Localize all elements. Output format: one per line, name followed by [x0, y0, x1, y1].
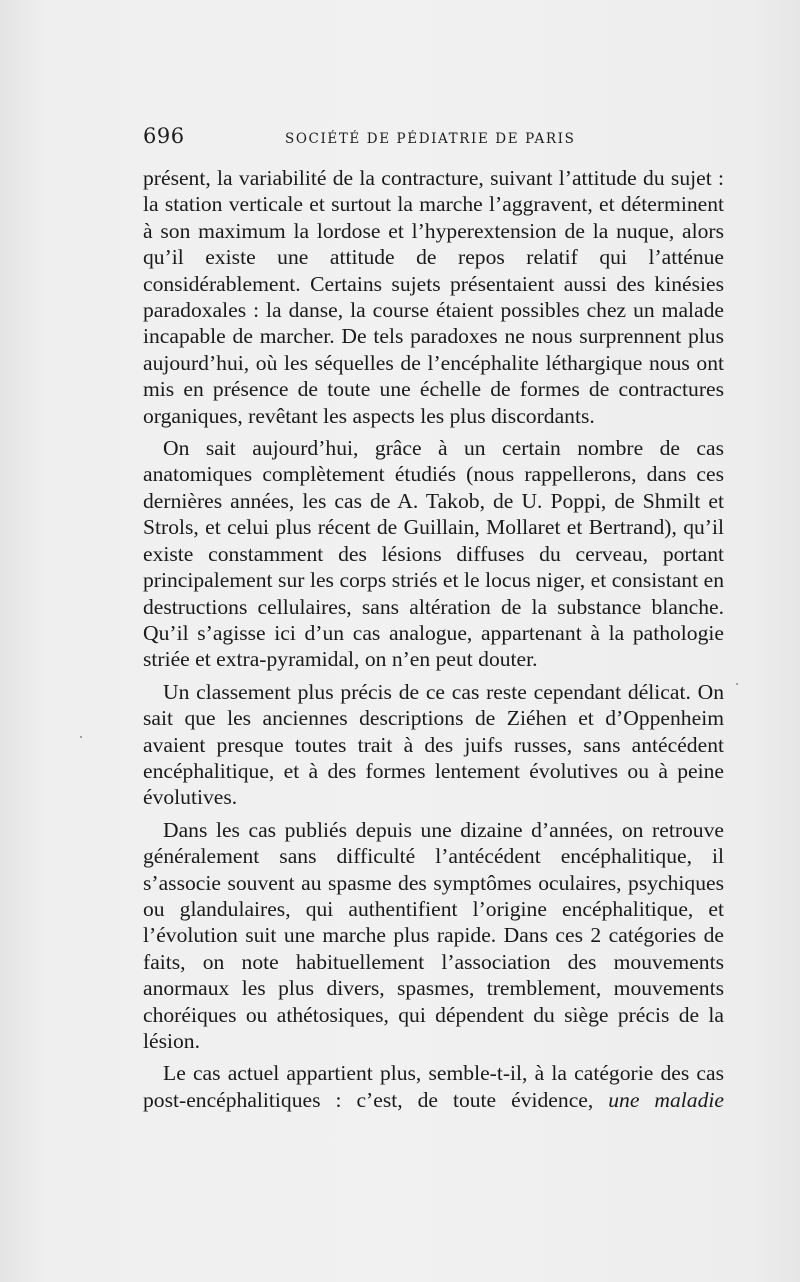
paper-speck [80, 736, 82, 738]
italic-phrase: une maladie [608, 1087, 724, 1112]
paragraph-text: Le cas actuel appartient plus, semble-t-il, à la catégorie des cas post-encéphalitiques : c’est, de toute évidence, [143, 1061, 724, 1112]
page-header [143, 124, 725, 154]
paragraph: Un classement plus précis de ce cas reste cependant délicat. On sait que les anciennes descriptions de Ziéhen et d’Oppenheim avaient presque toutes trait à des juifs russes, sans antécédent encéphalitique, et à des formes lentement évolutives ou à peine évolutives. [143, 679, 724, 810]
paragraph: Dans les cas publiés depuis une dizaine d’années, on retrouve généralement sans difficulté l’antécédent encéphalitique, il s’associe souvent au spasme des symptômes oculaires, psychiques ou glandulaires, qui authentifient l’origine encéphalitique, et l’évolution suit une marche plus rapide. Dans ces 2 catégories de faits, on note habituellement l’association des mouvements anormaux les plus divers, spasmes, tremblement, mouvements choréiques ou athétosiques, qui dépendent du siège précis de la lésion. [143, 817, 724, 1053]
running-title: SOCIÉTÉ DE PÉDIATRIE DE PARIS [285, 131, 576, 147]
page-number: 696 [143, 124, 185, 148]
paragraph: On sait aujourd’hui, grâce à un certain nombre de cas anatomiques complètement étudiés (nous rappellerons, dans ces dernières années, les cas de A. Takob, de U. Poppi, de Shmilt et Strols, et celui plus récent de Guillain, Mollaret et Bertrand), qu’il existe constamment des lésions diffuses du cerveau, portant principalement sur les corps striés et le locus niger, et consistant en destructions cellulaires, sans altération de la substance blanche. Qu’il s’agisse ici d’un cas analogue, appartenant à la pathologie striée et extra-pyramidal, on n’en peut douter. [143, 436, 724, 672]
paper-speck [736, 683, 738, 685]
paragraph-last [143, 1060, 724, 1113]
paragraph: présent, la variabilité de la contracture, suivant l’attitude du sujet : la station verticale et surtout la marche l’aggravent, et déterminent à son maximum la lordose et l’hyperextension de la nuque, alors qu’il existe une attitude de repos relatif qui l’atténue considérablement. Certains sujets présentaient aussi des kinésies paradoxales : la danse, la course étaient possibles chez un malade incapable de marcher. De tels paradoxes ne nous surprennent plus aujourd’hui, où les séquelles de l’encéphalite léthargique nous ont mis en présence de toute une échelle de formes de contractures organiques, revêtant les aspects les plus discordants. [143, 166, 724, 428]
body-text [143, 165, 724, 1119]
